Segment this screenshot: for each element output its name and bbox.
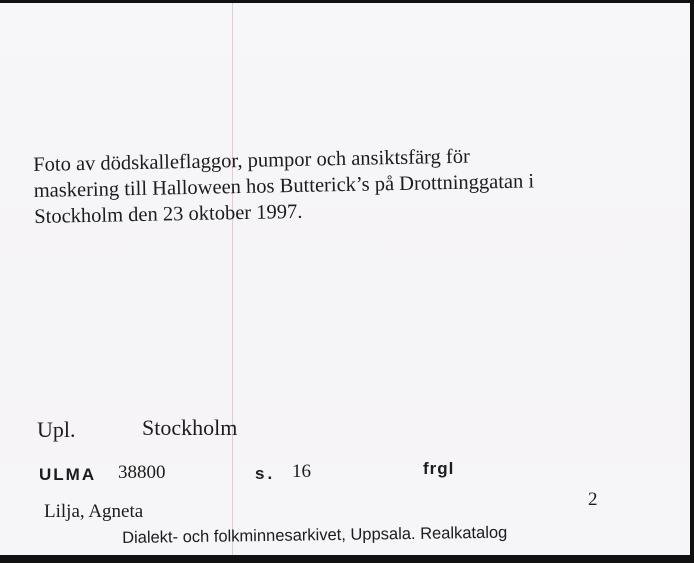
archive-code: ULMA: [39, 465, 97, 484]
page-label: s.: [255, 464, 276, 483]
scan-border-bottom: [0, 555, 694, 563]
province-label: Upl.: [37, 417, 76, 442]
description-line-3: Stockholm den 23 oktober 1997.: [34, 200, 303, 228]
category-code: frgl: [423, 459, 455, 478]
place-name: Stockholm: [142, 415, 238, 440]
archive-number: 38800: [118, 462, 166, 483]
footer-archive: Dialekt- och folkminnesarkivet, Uppsala. Realkatalog: [122, 523, 508, 547]
description-text: [33, 140, 674, 230]
description-line-1: Foto av dödskalleflaggor, pumpor och ansiktsfärg för: [33, 145, 471, 176]
page-number: 16: [292, 461, 311, 482]
scan-border-right: [690, 0, 694, 563]
card-number: 2: [588, 489, 598, 510]
recorder-name: Lilja, Agneta: [44, 501, 144, 522]
description-line-2: maskering till Halloween hos Butterick’s på Drottninggatan i: [33, 170, 535, 202]
scan-border-top: [0, 0, 694, 3]
fold-line: [232, 0, 233, 555]
